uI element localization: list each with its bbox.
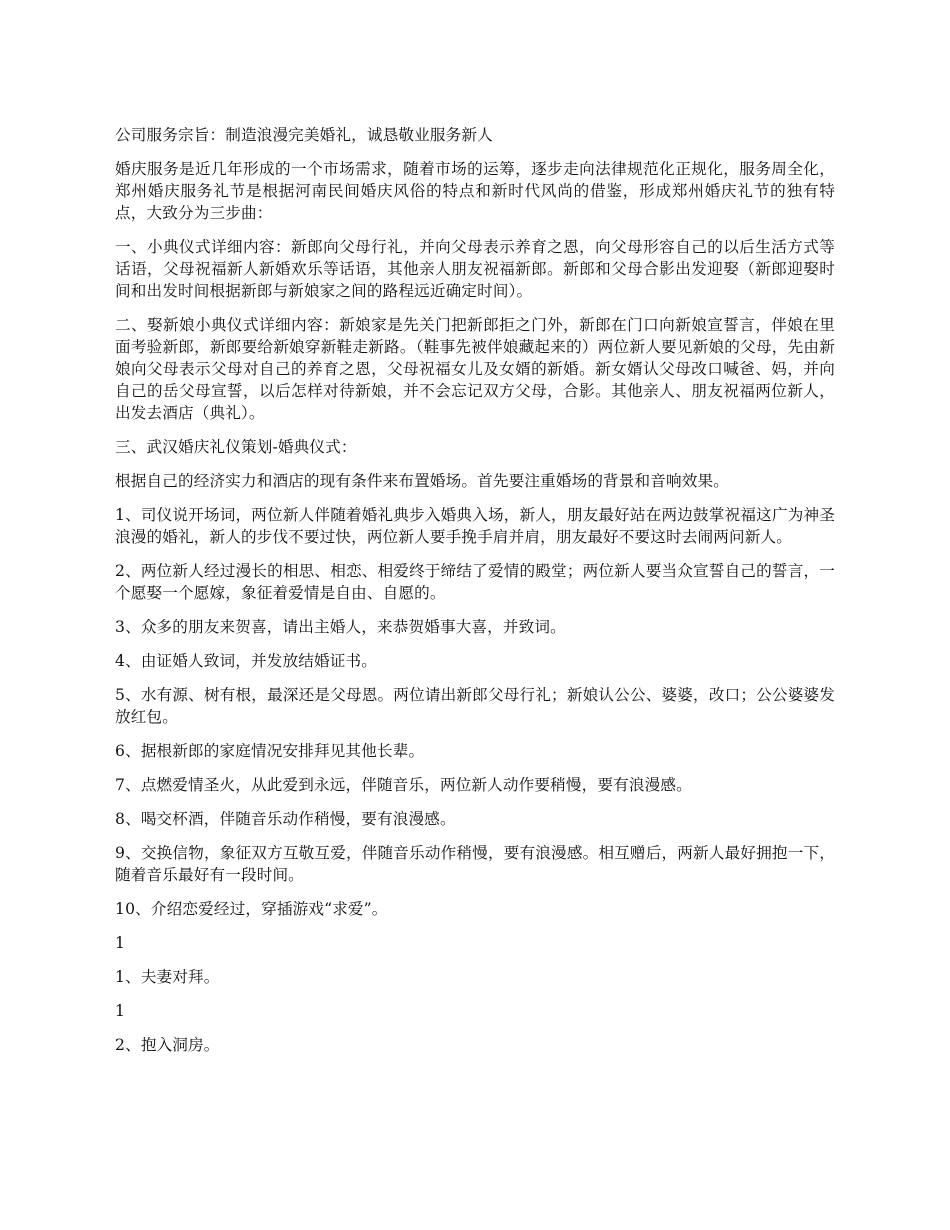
- list-item: 10、介绍恋爱经过，穿插游戏“求爱”。: [115, 900, 388, 918]
- list-item: 8、喝交杯酒，伴随音乐动作稍慢，要有浪漫感。: [115, 810, 456, 828]
- stray-number: 1: [115, 1002, 126, 1020]
- list-item: 1、司仪说开场词，两位新人伴随着婚礼典步入婚典入场，新人，朋友最好站在两边鼓掌祝福这广为神圣浪漫的婚礼，新人的步伐不要过快，两位新人要手挽手肩并肩，朋友最好不要这时去闹两问新人。: [115, 506, 835, 546]
- list-item: 5、水有源、树有根，最深还是父母恩。两位请出新郎父母行礼；新娘认公公、婆婆，改口；公公婆婆发放红包。: [115, 686, 835, 726]
- venue-paragraph: 根据自己的经济实力和酒店的现有条件来布置婚场。首先要注重婚场的背景和音响效果。: [115, 472, 730, 490]
- list-item: 7、点燃爱情圣火，从此爱到永远，伴随音乐，两位新人动作要稍慢，要有浪漫感。: [115, 776, 692, 794]
- list-item: 2、抱入洞房。: [115, 1036, 220, 1054]
- service-motto: 公司服务宗旨：制造浪漫完美婚礼，诚恳敬业服务新人: [115, 126, 493, 144]
- section-two-paragraph: 二、娶新娘小典仪式详细内容：新娘家是先关门把新郎拒之门外，新郎在门口向新娘宣誓言，伴娘在里面考验新郎，新郎要给新娘穿新鞋走新路。（鞋事先被伴娘藏起来的）两位新人要见新娘的父母，先由新娘向父母表示父母对自己的养育之恩，父母祝福女儿及女婿的新婚。新女婿认父母改口喊爸、妈，并向自己的岳父母宣誓，以后怎样对待新娘，并不会忘记双方父母，合影。其他亲人、朋友祝福两位新人，出发去酒店（典礼）。: [115, 316, 835, 422]
- list-item: 9、交换信物，象征双方互敬互爱，伴随音乐动作稍慢，要有浪漫感。相互赠后，两新人最好拥抱一下，随着音乐最好有一段时间。: [115, 844, 835, 884]
- intro-paragraph: 婚庆服务是近几年形成的一个市场需求，随着市场的运筹，逐步走向法律规范化正规化，服务周全化，郑州婚庆服务礼节是根据河南民间婚庆风俗的特点和新时代风尚的借鉴，形成郑州婚庆礼节的独有特点，大致分为三步曲：: [115, 160, 835, 222]
- section-three-heading: 三、武汉婚庆礼仪策划-婚典仪式：: [115, 438, 357, 456]
- list-item: 6、据根新郎的家庭情况安排拜见其他长辈。: [115, 742, 425, 760]
- list-item: 1、夫妻对拜。: [115, 968, 220, 986]
- section-one-paragraph: 一、小典仪式详细内容：新郎向父母行礼，并向父母表示养育之恩，向父母形容自己的以后生活方式等话语，父母祝福新人新婚欢乐等话语，其他亲人朋友祝福新郎。新郎和父母合影出发迎娶（新郎迎娶时间和出发时间根据新郎与新娘家之间的路程远近确定时间）。: [115, 238, 835, 300]
- stray-number: 1: [115, 934, 126, 952]
- document-page: [115, 124, 835, 1068]
- list-item: 3、众多的朋友来贺喜，请出主婚人，来恭贺婚事大喜，并致词。: [115, 618, 566, 636]
- list-item: 2、两位新人经过漫长的相思、相恋、相爱终于缔结了爱情的殿堂；两位新人要当众宣誓自己的誓言，一个愿娶一个愿嫁，象征着爱情是自由、自愿的。: [115, 562, 835, 602]
- list-item: 4、由证婚人致词，并发放结婚证书。: [115, 652, 377, 670]
